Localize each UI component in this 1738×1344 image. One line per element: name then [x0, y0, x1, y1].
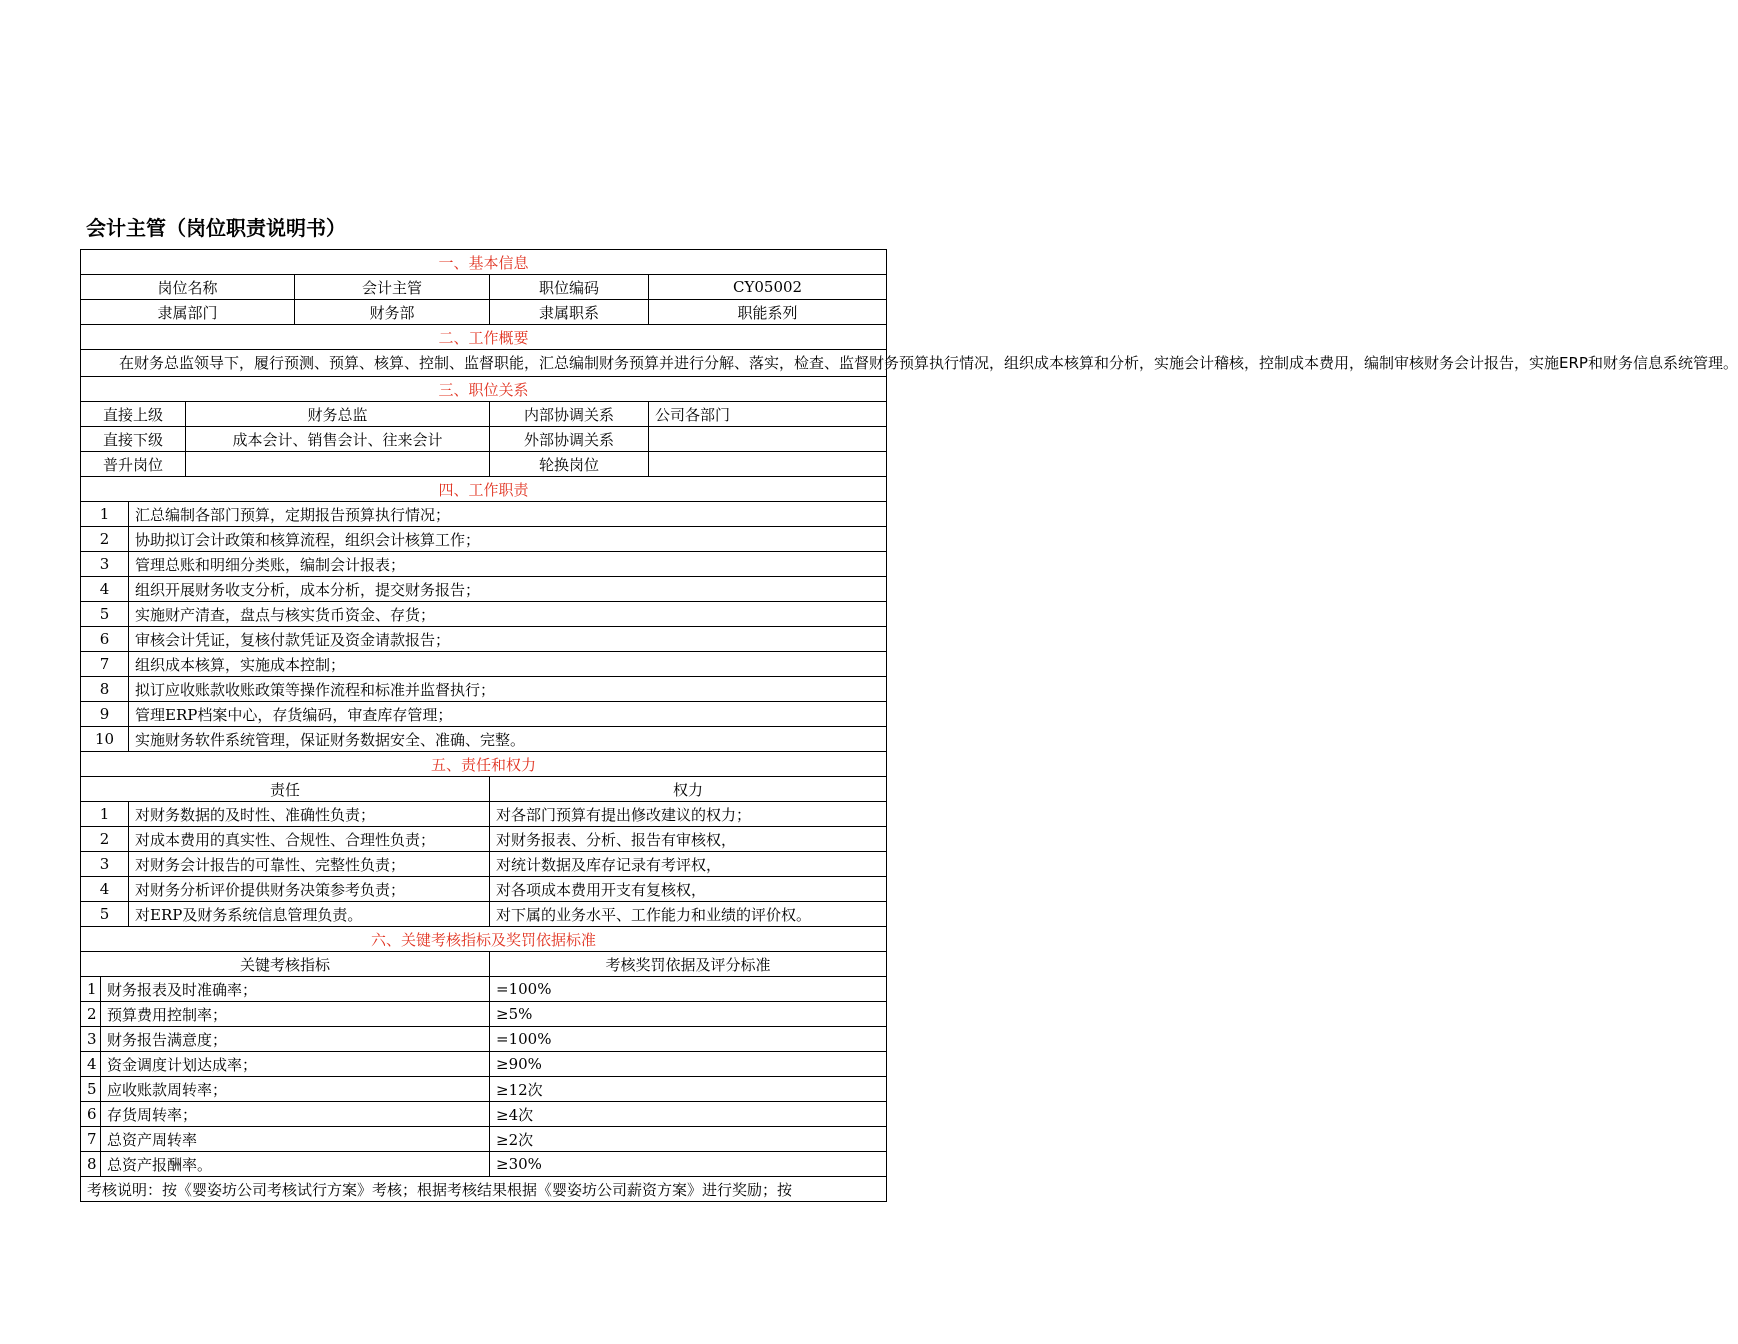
responsibility-text: 对财务分析评价提供财务决策参考负责； [129, 877, 490, 902]
duty-row [81, 602, 887, 627]
power-text: 对财务报表、分析、报告有审核权， [490, 827, 887, 852]
column-header-responsibility: 责任 [81, 777, 490, 802]
label-external-coordination: 外部协调关系 [490, 427, 649, 452]
duty-text: 组织成本核算，实施成本控制； [129, 652, 887, 677]
responsibility-number: 2 [81, 827, 129, 852]
column-header-standard: 考核奖罚依据及评分标准 [490, 952, 887, 977]
duty-number: 1 [81, 502, 129, 527]
responsibility-row [81, 802, 887, 827]
relations-row [81, 452, 887, 477]
duty-text: 管理ERP档案中心，存货编码，审查库存管理； [129, 702, 887, 727]
duty-row [81, 527, 887, 552]
label-internal-coordination: 内部协调关系 [490, 402, 649, 427]
power-text: 对各项成本费用开支有复核权， [490, 877, 887, 902]
responsibility-row [81, 877, 887, 902]
section-responsibility-heading: 五、责任和权力 [81, 752, 887, 777]
section-duties-heading: 四、工作职责 [81, 477, 887, 502]
section-basic-info-heading: 一、基本信息 [81, 250, 887, 275]
duty-text: 实施财产清查，盘点与核实货币资金、存货； [129, 602, 887, 627]
page-title: 会计主管（岗位职责说明书） [86, 216, 346, 240]
duty-number: 8 [81, 677, 129, 702]
power-text: 对各部门预算有提出修改建议的权力； [490, 802, 887, 827]
responsibility-number: 3 [81, 852, 129, 877]
kpi-number: 6 [81, 1102, 101, 1127]
kpi-standard: ≥12次 [490, 1077, 887, 1102]
kpi-number: 3 [81, 1027, 101, 1052]
label-direct-subordinate: 直接下级 [81, 427, 186, 452]
label-position-code: 职位编码 [490, 275, 649, 300]
power-text: 对下属的业务水平、工作能力和业绩的评价权。 [490, 902, 887, 927]
overview-text: 在财务总监领导下，履行预测、预算、核算、控制、监督职能，汇总编制财务预算并进行分解、落实，检查、监督财务预算执行情况，组织成本核算和分析，实施会计稽核，控制成本费用，编制审核财务会计报告，实施ERP和财务信息系统管理。 [81, 350, 887, 377]
responsibility-text: 对成本费用的真实性、合规性、合理性负责； [129, 827, 490, 852]
responsibility-number: 4 [81, 877, 129, 902]
responsibility-text: 对ERP及财务系统信息管理负责。 [129, 902, 490, 927]
kpi-number: 5 [81, 1077, 101, 1102]
responsibility-row [81, 852, 887, 877]
assessment-note: 考核说明：按《婴姿坊公司考核试行方案》考核；根据考核结果根据《婴姿坊公司薪资方案》进行奖励；按 [81, 1177, 887, 1202]
duty-row [81, 652, 887, 677]
kpi-text: 资金调度计划达成率； [101, 1052, 490, 1077]
kpi-text: 预算费用控制率； [101, 1002, 490, 1027]
kpi-text: 财务报告满意度； [101, 1027, 490, 1052]
duty-text: 实施财务软件系统管理，保证财务数据安全、准确、完整。 [129, 727, 887, 752]
relations-row [81, 427, 887, 452]
label-department: 隶属部门 [81, 300, 295, 325]
label-direct-superior: 直接上级 [81, 402, 186, 427]
kpi-row [81, 1152, 887, 1177]
kpi-row [81, 1077, 887, 1102]
kpi-standard: ≥4次 [490, 1102, 887, 1127]
duty-row [81, 702, 887, 727]
kpi-number: 4 [81, 1052, 101, 1077]
responsibility-text: 对财务数据的及时性、准确性负责； [129, 802, 490, 827]
value-position-code: CY05002 [649, 275, 887, 300]
duty-number: 9 [81, 702, 129, 727]
kpi-row [81, 1127, 887, 1152]
kpi-text: 总资产报酬率。 [101, 1152, 490, 1177]
kpi-number: 1 [81, 977, 101, 1002]
kpi-row [81, 1102, 887, 1127]
section-kpi-heading: 六、关键考核指标及奖罚依据标准 [81, 927, 887, 952]
section-overview-heading: 二、工作概要 [81, 325, 887, 350]
value-internal-coordination: 公司各部门 [649, 402, 887, 427]
kpi-row [81, 977, 887, 1002]
duty-number: 6 [81, 627, 129, 652]
column-header-kpi: 关键考核指标 [81, 952, 490, 977]
kpi-standard: ≥5% [490, 1002, 887, 1027]
duty-number: 7 [81, 652, 129, 677]
duty-text: 审核会计凭证，复核付款凭证及资金请款报告； [129, 627, 887, 652]
duty-row [81, 552, 887, 577]
label-job-family: 隶属职系 [490, 300, 649, 325]
duty-row [81, 577, 887, 602]
value-external-coordination [649, 427, 887, 452]
duty-row [81, 502, 887, 527]
column-header-power: 权力 [490, 777, 887, 802]
duty-row [81, 677, 887, 702]
power-text: 对统计数据及库存记录有考评权， [490, 852, 887, 877]
value-department: 财务部 [295, 300, 490, 325]
duty-number: 4 [81, 577, 129, 602]
kpi-number: 2 [81, 1002, 101, 1027]
responsibility-number: 1 [81, 802, 129, 827]
kpi-standard: ≥90% [490, 1052, 887, 1077]
kpi-number: 8 [81, 1152, 101, 1177]
job-description-table [80, 249, 1738, 1202]
responsibility-text: 对财务会计报告的可靠性、完整性负责； [129, 852, 490, 877]
duty-number: 10 [81, 727, 129, 752]
kpi-text: 财务报表及时准确率； [101, 977, 490, 1002]
duty-number: 3 [81, 552, 129, 577]
duty-number: 5 [81, 602, 129, 627]
duty-text: 协助拟订会计政策和核算流程，组织会计核算工作； [129, 527, 887, 552]
value-job-family: 职能系列 [649, 300, 887, 325]
label-rotation-position: 轮换岗位 [490, 452, 649, 477]
duty-number: 2 [81, 527, 129, 552]
kpi-text: 存货周转率； [101, 1102, 490, 1127]
kpi-text: 总资产周转率 [101, 1127, 490, 1152]
kpi-header-row [81, 952, 887, 977]
value-direct-subordinate: 成本会计、销售会计、往来会计 [186, 427, 490, 452]
kpi-standard: ≥30% [490, 1152, 887, 1177]
label-position-name: 岗位名称 [81, 275, 295, 300]
kpi-text: 应收账款周转率； [101, 1077, 490, 1102]
value-direct-superior: 财务总监 [186, 402, 490, 427]
kpi-standard: ≥2次 [490, 1127, 887, 1152]
duty-row [81, 727, 887, 752]
kpi-row [81, 1052, 887, 1077]
value-rotation-position [649, 452, 887, 477]
duty-text: 拟订应收账款收账政策等操作流程和标准并监督执行； [129, 677, 887, 702]
responsibility-header-row [81, 777, 887, 802]
section-relations-heading: 三、职位关系 [81, 377, 887, 402]
kpi-number: 7 [81, 1127, 101, 1152]
kpi-standard: =100% [490, 1027, 887, 1052]
responsibility-row [81, 902, 887, 927]
duty-text: 组织开展财务收支分析，成本分析，提交财务报告； [129, 577, 887, 602]
basic-row [81, 300, 887, 325]
kpi-row [81, 1027, 887, 1052]
responsibility-row [81, 827, 887, 852]
duty-text: 汇总编制各部门预算，定期报告预算执行情况； [129, 502, 887, 527]
label-promotion-position: 普升岗位 [81, 452, 186, 477]
duty-text: 管理总账和明细分类账，编制会计报表； [129, 552, 887, 577]
responsibility-number: 5 [81, 902, 129, 927]
duty-row [81, 627, 887, 652]
kpi-standard: =100% [490, 977, 887, 1002]
kpi-row [81, 1002, 887, 1027]
value-promotion-position [186, 452, 490, 477]
basic-row [81, 275, 887, 300]
relations-row [81, 402, 887, 427]
value-position-name: 会计主管 [295, 275, 490, 300]
